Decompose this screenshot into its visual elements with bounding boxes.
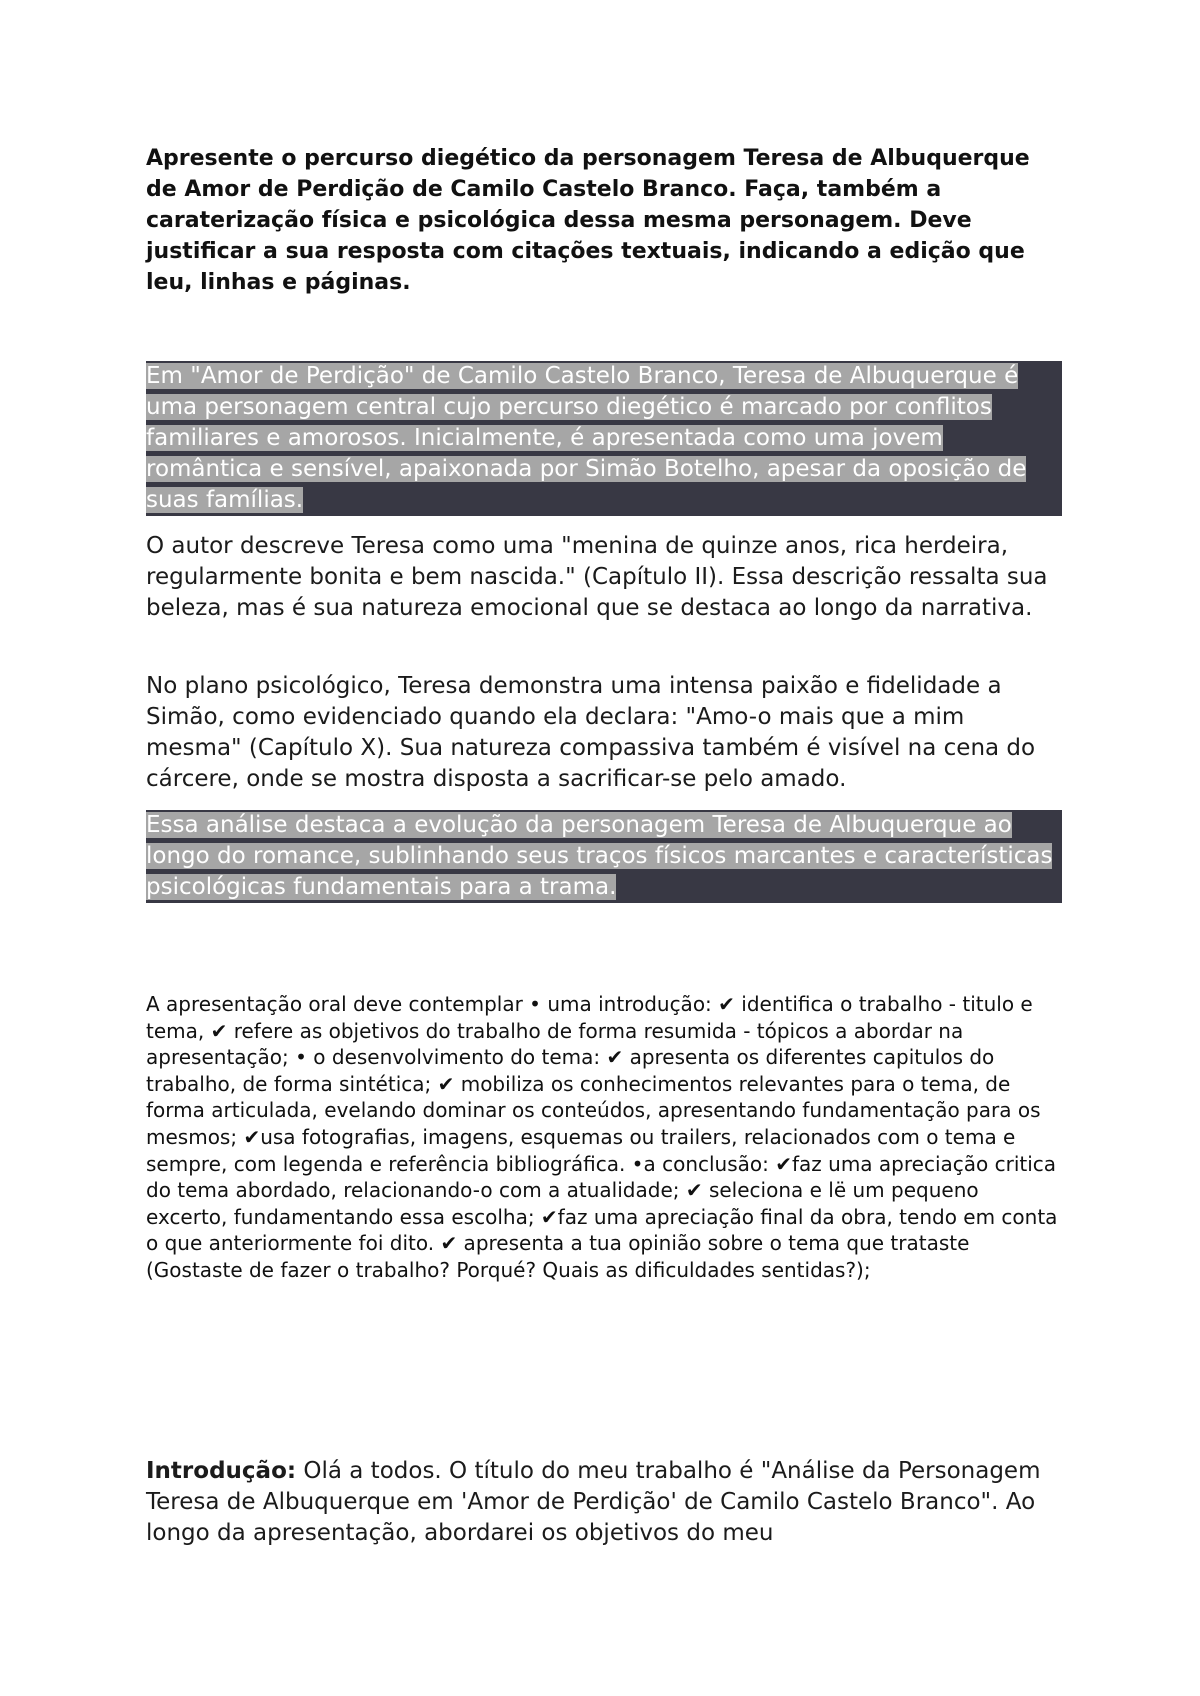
selected-text[interactable]: Em "Amor de Perdição" de Camilo Castelo Branco, Teresa de Albuquerque é uma personagem central cujo percurso diegético é marcado por conflitos familiares e amorosos. Inicialmente, é apresentada como uma jovem romântica e sensível, apaixonada por Simão Botelho, apesar da oposição de suas famílias.: [146, 363, 1027, 513]
answer-paragraph-3: No plano psicológico, Teresa demonstra uma intensa paixão e fidelidade a Simão, como evidenciado quando ela declara: "Amo-o mais que a mim mesma" (Capítulo X). Sua natureza compassiva também é visível na cena do cárcere, onde se mostra disposta a sacrificar-se pelo amado.: [146, 673, 1036, 792]
answer-paragraph-2: O autor descreve Teresa como uma "menina de quinze anos, rica herdeira, regularmente bonita e bem nascida." (Capítulo II). Essa descrição ressalta sua beleza, mas é sua natureza emocional que se destaca ao longo da narrativa.: [146, 533, 1048, 621]
question-heading: Apresente o percurso diegético da personagem Teresa de Albuquerque de Amor de Perdição de Camilo Castelo Branco. Faça, também a caraterização física e psicológica dessa mesma personagem. Deve justificar a sua resposta com citações textuais, indicando a edição que leu, linhas e páginas.: [146, 146, 1030, 295]
selected-text[interactable]: Essa análise destaca a evolução da personagem Teresa de Albuquerque ao longo do romance, sublinhando seus traços físicos marcantes e características psicológicas fundamentais para a trama.: [146, 812, 1053, 900]
introduction-paragraph: [146, 1456, 1066, 1549]
introduction-label: Introdução:: [146, 1458, 297, 1484]
answer-paragraph-4-selected[interactable]: [146, 810, 1062, 903]
oral-presentation-instructions: A apresentação oral deve contemplar • uma introdução: ✔ identifica o trabalho - titulo e tema, ✔ refere as objetivos do trabalho de forma resumida - tópicos a abordar na apresentação; • o desenvolvimento do tema: ✔ apresenta os diferentes capitulos do trabalho, de forma sintética; ✔ mobiliza os conhecimentos relevantes para o tema, de forma articulada, evelando dominar os conteúdos, apresentando fundamentação para os mesmos; ✔usa fotografias, imagens, esquemas ou trailers, relacionados com o tema e sempre, com legenda e referência bibliográfica. •a conclusão: ✔faz uma apreciação critica do tema abordado, relacionando-o com a atualidade; ✔ seleciona e lë um pequeno excerto, fundamentando essa escolha; ✔faz uma apreciação final da obra, tendo em conta o que anteriormente foi dito. ✔ apresenta a tua opinião sobre o tema que trataste (Gostaste de fazer o trabalho? Porqué? Quais as dificuldades sentidas?);: [146, 992, 1058, 1282]
introduction-text: Olá a todos. O título do meu trabalho é "Análise da Personagem Teresa de Albuquerque em 'Amor de Perdição' de Camilo Castelo Branco". Ao longo da apresentação, abordarei os objetivos do meu: [146, 1458, 1041, 1546]
answer-paragraph-1-selected[interactable]: [146, 361, 1062, 516]
